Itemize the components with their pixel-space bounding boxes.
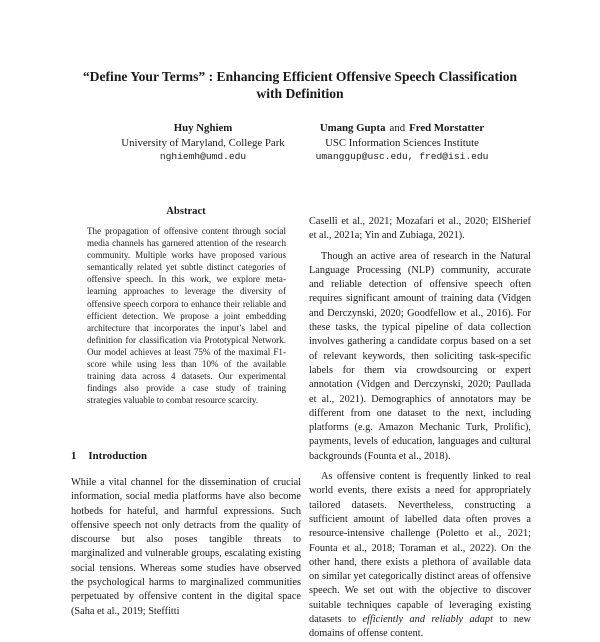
author-affiliation: University of Maryland, College Park [121,136,285,149]
title-line-2: with Definition [256,86,344,101]
paragraph-text: to new domains of offense content. [309,614,531,640]
author-block-2 [300,121,504,165]
author-email: nghiemh@umd.edu [159,151,247,162]
author-block-1 [100,121,306,165]
author-affiliation: USC Information Sciences Institute [325,136,479,149]
abstract-heading: Abstract [166,206,206,217]
abstract-body [87,225,286,406]
right-paragraph-0: Caselli et al., 2021; Mozafari et al., 2020; ElSherief et al., 2021a; Yin and Zubiaga, 2021). [309,216,531,242]
author-email: umanggup@usc.edu, fred@isi.edu [315,151,489,162]
section-title: Introduction [88,450,148,462]
right-paragraph-1: Though an active area of research in the Natural Language Processing (NLP) community, accurate and reliable detection of offensive speech often requires significant amount of training data (Vidgen and Derczynski, 2020; Goodfellow et al., 2016). For these tasks, the typical pipeline of data collection involves gathering a candidate corpus based on a set of relevant keywords, then soliciting task-specific labels for them via crowdsourcing or expert annotation (Vidgen and Derczynski, 2020; Paullada et al., 2021). Demographics of annotators may be different from one dataset to the next, including platforms (e.g. Amazon Mechanic Turk, Prolific), payments, levels of education, languages and cultural backgrounds (Founta et al., 2018). [309,250,531,462]
author-conjunction: and [389,122,406,134]
right-column-body [309,215,531,642]
author-name: Umang Gupta [319,122,386,134]
paragraph-text: As offensive content is frequently linked to real world events, there exists a need for appropriately tailored datasets. Nevertheless, constructing a sufficient amount of labelled data often proves a resource-intensive challenge (Poletto et al., 2021; Founta et al., 2018; Toraman et al., 2022). On the other hand, there exists a plethora of available data on similar yet categorically distinct areas of offensive speech. We set out with the objective to discover suitable techniques capable of leveraging existing datasets to [309,471,531,626]
author-name: Huy Nghiem [173,122,233,134]
section-heading [71,450,147,462]
abstract-text: The propagation of offensive content through social media channels has garnered attention of the research community. Multiple works have proposed various semantically related yet subtle distinct categories of offensive speech. In this work, we explore meta-learning approaches to leverage the diversity of offensive speech corpora to enhance their reliable and efficient detection. We propose a joint embedding architecture that incorporates the input’s label and definition for classification via Prototypical Network. Our model achieves at least 75% of the maximal F1-score while using less than 10% of the available training data across 4 datasets. Our experimental findings also provide a case study of training strategies valuable to combat resource scarcity. [87,226,286,406]
intro-paragraph-1: While a vital channel for the dissemination of crucial information, social media platforms have also become hotbeds for hateful, and harmful expressions. Such offensive speech not only detracts from the quality of discourse but also poses tangible threats to marginalized and vulnerable groups, escalating existing social tensions. Whereas some studies have observed the psychological harms to marginalized communities perpetuated by offensive content in the digital space (Saha et al., 2019; Steffitti [71,477,301,617]
left-column-body [71,476,301,619]
emphasis-text: efficiently and reliably adapt [362,614,493,626]
paper-title [40,68,560,102]
section-number: 1 [71,450,77,462]
author-name: Fred Morstatter [409,122,485,134]
right-paragraph-2 [309,470,531,642]
title-line-1: “Define Your Terms” : Enhancing Efficient Offensive Speech Classification [82,69,518,84]
